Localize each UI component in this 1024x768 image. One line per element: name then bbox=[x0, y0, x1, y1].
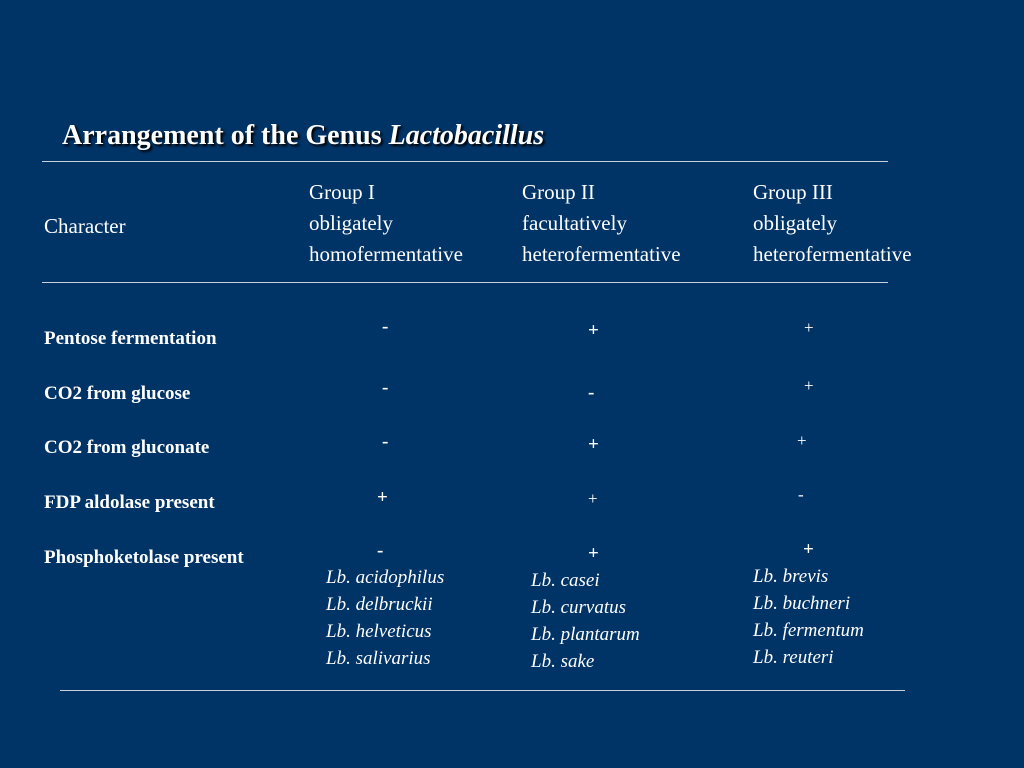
species-item: Lb. buchneri bbox=[753, 593, 851, 614]
group-2-name: Group II bbox=[522, 180, 595, 204]
species-item: Lb. acidophilus bbox=[326, 567, 445, 588]
character-header: Character bbox=[44, 214, 126, 238]
value-fdp-aldolase-group2: + bbox=[588, 489, 598, 508]
title-prefix: Arrangement of the Genus bbox=[62, 120, 389, 151]
title-genus: Lactobacillus bbox=[388, 120, 545, 151]
value-pentose-group3: + bbox=[804, 318, 814, 337]
value-co2-glucose-group2: - bbox=[588, 382, 595, 403]
value-fdp-aldolase-group3: - bbox=[798, 485, 804, 504]
row-label-co2-glucose: CO2 from glucose bbox=[44, 383, 191, 404]
top-rule bbox=[42, 161, 888, 162]
species-item: Lb. plantarum bbox=[531, 624, 640, 645]
species-list-group3 bbox=[753, 563, 864, 671]
species-list-group1 bbox=[326, 564, 444, 672]
group-1-line2: homofermentative bbox=[309, 242, 463, 266]
species-item: Lb. sake bbox=[531, 651, 595, 672]
species-item: Lb. salivarius bbox=[326, 648, 431, 669]
species-item: Lb. curvatus bbox=[531, 597, 626, 618]
row-label-phosphoketolase: Phosphoketolase present bbox=[44, 547, 244, 568]
group-2-line2: heterofermentative bbox=[522, 242, 681, 266]
group-2-header bbox=[522, 177, 681, 270]
value-co2-glucose-group1: - bbox=[382, 377, 389, 398]
group-1-name: Group I bbox=[309, 180, 375, 204]
value-phosphoketolase-group2: + bbox=[588, 543, 599, 564]
species-item: Lb. reuteri bbox=[753, 647, 834, 668]
group-1-header bbox=[309, 177, 463, 270]
group-3-header bbox=[753, 177, 912, 270]
group-3-name: Group III bbox=[753, 180, 833, 204]
species-item: Lb. delbruckii bbox=[326, 594, 433, 615]
header-rule bbox=[42, 282, 888, 283]
value-pentose-group2: + bbox=[588, 320, 599, 341]
group-2-line1: facultatively bbox=[522, 211, 627, 235]
species-list-group2 bbox=[531, 567, 640, 675]
group-1-line1: obligately bbox=[309, 211, 393, 235]
species-item: Lb. casei bbox=[531, 570, 600, 591]
value-pentose-group1: - bbox=[382, 316, 389, 337]
group-3-line2: heterofermentative bbox=[753, 242, 912, 266]
species-item: Lb. brevis bbox=[753, 566, 829, 587]
species-item: Lb. helveticus bbox=[326, 621, 432, 642]
value-co2-gluconate-group3: + bbox=[797, 431, 807, 450]
value-co2-gluconate-group2: + bbox=[588, 434, 599, 455]
row-label-fdp-aldolase: FDP aldolase present bbox=[44, 492, 215, 513]
species-item: Lb. fermentum bbox=[753, 620, 864, 641]
value-phosphoketolase-group3: + bbox=[803, 539, 814, 560]
slide-title bbox=[62, 120, 544, 152]
value-phosphoketolase-group1: - bbox=[377, 540, 384, 561]
bottom-rule bbox=[60, 690, 905, 691]
value-co2-glucose-group3: + bbox=[804, 376, 814, 395]
value-co2-gluconate-group1: - bbox=[382, 431, 389, 452]
row-label-pentose: Pentose fermentation bbox=[44, 328, 217, 349]
value-fdp-aldolase-group1: + bbox=[377, 487, 388, 508]
group-3-line1: obligately bbox=[753, 211, 837, 235]
row-label-co2-gluconate: CO2 from gluconate bbox=[44, 437, 210, 458]
